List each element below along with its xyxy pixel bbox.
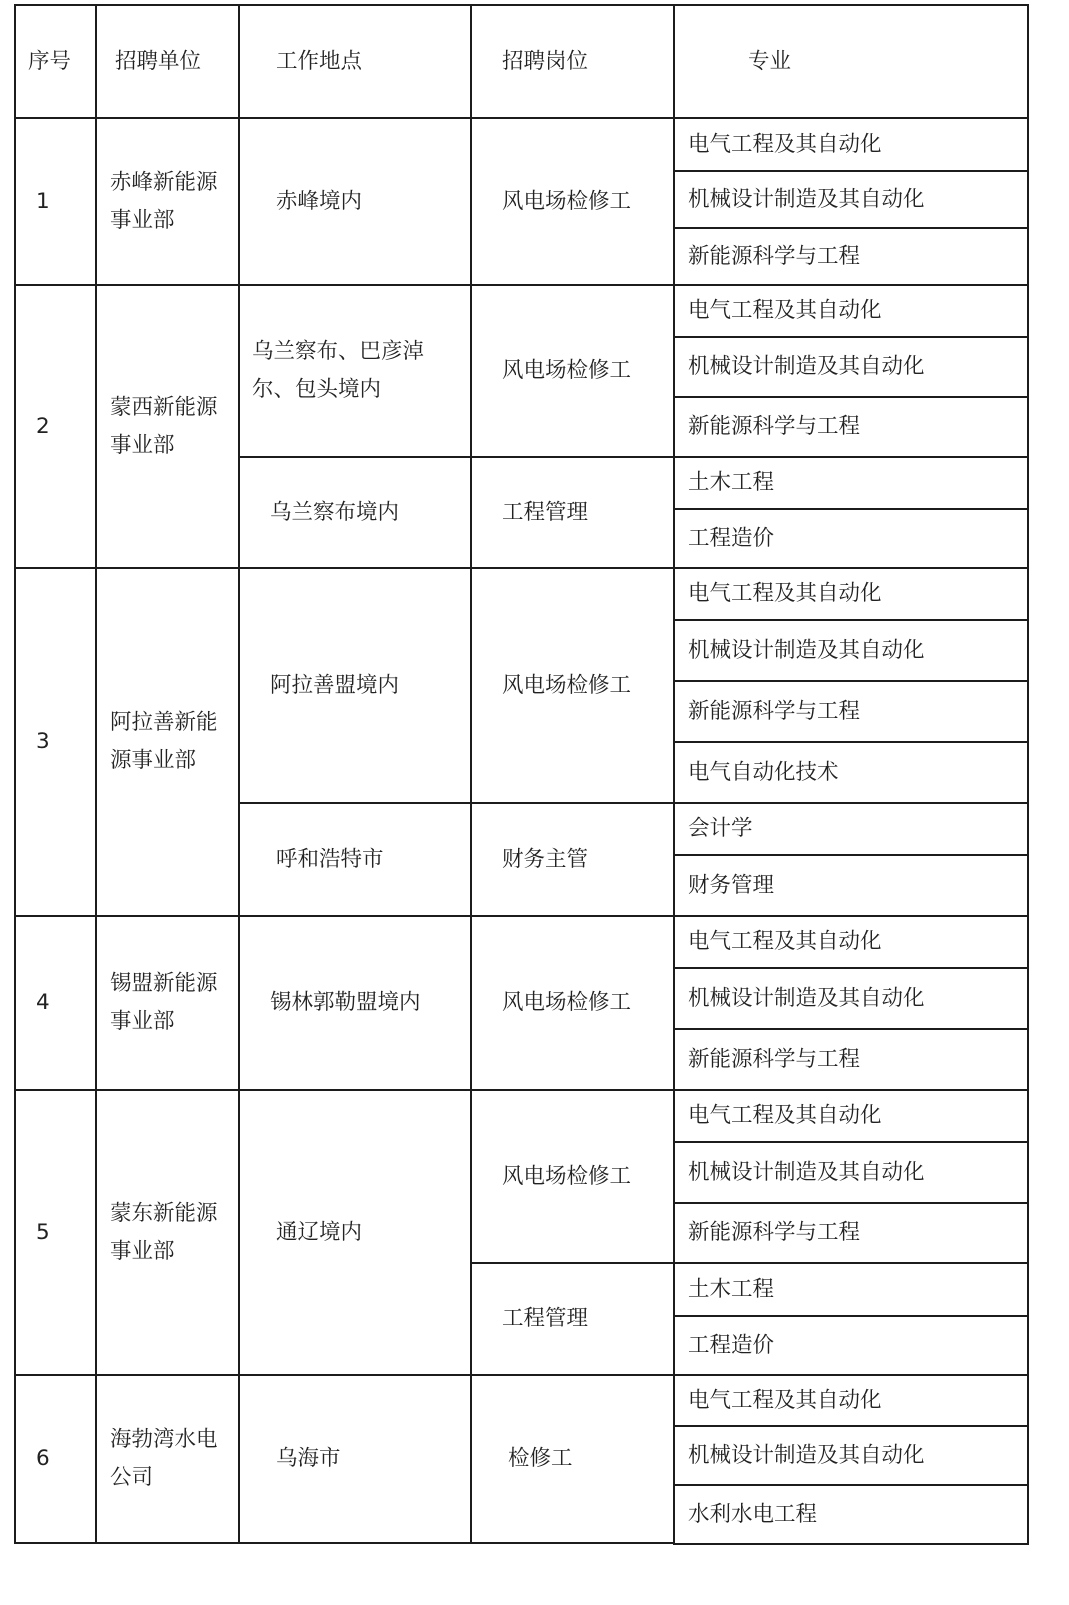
major-name: 电气工程及其自动化 <box>688 1387 882 1413</box>
location-name: 乌兰察布、巴彦淖尔、包头境内 <box>252 339 425 402</box>
major-cell <box>673 1028 1029 1091</box>
major-cell <box>673 854 1029 917</box>
unit-name: 蒙东新能源事业部 <box>110 1200 218 1264</box>
location-name: 乌兰察布境内 <box>270 499 400 525</box>
major-cell <box>673 336 1029 398</box>
position-cell <box>470 284 675 458</box>
index-cell <box>14 117 97 286</box>
location-cell <box>238 284 472 458</box>
major-cell <box>673 680 1029 743</box>
location-name: 通辽境内 <box>276 1219 363 1245</box>
unit-name: 海勃湾水电公司 <box>110 1427 218 1490</box>
major-cell <box>673 967 1029 1030</box>
major-cell <box>673 567 1029 621</box>
header-label-position: 招聘岗位 <box>502 48 589 74</box>
major-name: 财务管理 <box>688 872 775 898</box>
position-name: 检修工 <box>508 1446 573 1472</box>
location-cell <box>238 117 472 286</box>
position-name: 工程管理 <box>502 1306 589 1332</box>
unit-cell <box>95 117 240 286</box>
major-cell <box>673 1141 1029 1204</box>
location-cell <box>238 802 472 917</box>
location-name: 锡林郭勒盟境内 <box>270 990 421 1016</box>
row-index: 5 <box>36 1219 50 1245</box>
major-cell <box>673 1374 1029 1427</box>
unit-name: 赤峰新能源事业部 <box>110 169 218 233</box>
unit-name: 锡盟新能源事业部 <box>110 971 218 1034</box>
major-cell <box>673 915 1029 969</box>
position-cell <box>470 802 675 917</box>
major-name: 土木工程 <box>688 470 775 496</box>
major-name: 电气工程及其自动化 <box>688 1103 882 1129</box>
major-name: 电气工程及其自动化 <box>688 929 882 955</box>
unit-name: 蒙西新能源事业部 <box>110 394 218 458</box>
major-name: 土木工程 <box>688 1276 775 1302</box>
major-name: 工程造价 <box>688 1332 775 1358</box>
major-name: 新能源科学与工程 <box>688 243 861 269</box>
unit-name: 阿拉善新能源事业部 <box>110 710 218 773</box>
position-cell <box>470 915 675 1091</box>
major-name: 机械设计制造及其自动化 <box>688 354 925 380</box>
unit-cell <box>95 284 240 569</box>
header-cell-location <box>238 4 472 119</box>
row-index: 6 <box>36 1446 50 1472</box>
major-cell <box>673 1425 1029 1486</box>
major-cell <box>673 1262 1029 1317</box>
major-cell <box>673 1089 1029 1143</box>
major-name: 新能源科学与工程 <box>688 1220 861 1246</box>
header-cell-index <box>14 4 97 119</box>
header-cell-unit <box>95 4 240 119</box>
location-name: 阿拉善盟境内 <box>270 672 400 698</box>
index-cell <box>14 1374 97 1544</box>
major-name: 电气工程及其自动化 <box>688 298 882 324</box>
major-name: 电气自动化技术 <box>688 759 839 785</box>
header-label-unit: 招聘单位 <box>115 48 202 74</box>
major-cell <box>673 396 1029 458</box>
major-cell <box>673 802 1029 856</box>
major-cell <box>673 456 1029 510</box>
major-cell <box>673 508 1029 569</box>
unit-cell <box>95 1374 240 1544</box>
position-cell <box>470 117 675 286</box>
major-cell <box>673 1315 1029 1376</box>
major-name: 机械设计制造及其自动化 <box>688 985 925 1011</box>
major-name: 新能源科学与工程 <box>688 698 861 724</box>
position-cell <box>470 1262 675 1376</box>
row-index: 3 <box>36 729 50 755</box>
row-index: 1 <box>36 188 50 214</box>
index-cell <box>14 1089 97 1376</box>
position-name: 财务主管 <box>502 846 589 872</box>
row-index: 2 <box>36 413 50 439</box>
major-cell <box>673 741 1029 804</box>
major-name: 会计学 <box>688 816 753 842</box>
position-cell <box>470 1374 675 1544</box>
unit-cell <box>95 567 240 917</box>
location-cell <box>238 915 472 1091</box>
major-cell <box>673 117 1029 172</box>
major-name: 新能源科学与工程 <box>688 1046 861 1072</box>
location-name: 赤峰境内 <box>276 188 363 214</box>
major-cell <box>673 1202 1029 1264</box>
position-name: 风电场检修工 <box>502 672 632 698</box>
major-cell <box>673 284 1029 338</box>
location-cell <box>238 567 472 804</box>
position-name: 工程管理 <box>502 499 589 525</box>
position-name: 风电场检修工 <box>502 1163 632 1189</box>
header-label-location: 工作地点 <box>276 48 363 74</box>
major-cell <box>673 619 1029 682</box>
index-cell <box>14 567 97 917</box>
unit-cell <box>95 1089 240 1376</box>
position-cell <box>470 567 675 804</box>
major-name: 水利水电工程 <box>688 1501 818 1527</box>
location-cell <box>238 456 472 569</box>
unit-cell <box>95 915 240 1091</box>
location-cell <box>238 1089 472 1376</box>
major-name: 电气工程及其自动化 <box>688 581 882 607</box>
major-cell <box>673 1484 1029 1545</box>
location-cell <box>238 1374 472 1544</box>
row-index: 4 <box>36 990 50 1016</box>
major-name: 机械设计制造及其自动化 <box>688 186 925 212</box>
major-cell <box>673 170 1029 229</box>
position-name: 风电场检修工 <box>502 990 632 1016</box>
major-name: 工程造价 <box>688 525 775 551</box>
position-cell <box>470 456 675 569</box>
header-label-major: 专业 <box>748 48 792 74</box>
location-name: 呼和浩特市 <box>276 846 384 872</box>
major-cell <box>673 227 1029 286</box>
major-name: 机械设计制造及其自动化 <box>688 637 925 663</box>
position-name: 风电场检修工 <box>502 188 632 214</box>
location-name: 乌海市 <box>276 1446 341 1472</box>
major-name: 机械设计制造及其自动化 <box>688 1159 925 1185</box>
header-label-index: 序号 <box>28 48 72 74</box>
index-cell <box>14 284 97 569</box>
position-cell <box>470 1089 675 1264</box>
major-name: 机械设计制造及其自动化 <box>688 1442 925 1468</box>
position-name: 风电场检修工 <box>502 358 632 384</box>
header-cell-major <box>673 4 1029 119</box>
header-cell-position <box>470 4 675 119</box>
major-name: 电气工程及其自动化 <box>688 131 882 157</box>
index-cell <box>14 915 97 1091</box>
major-name: 新能源科学与工程 <box>688 414 861 440</box>
